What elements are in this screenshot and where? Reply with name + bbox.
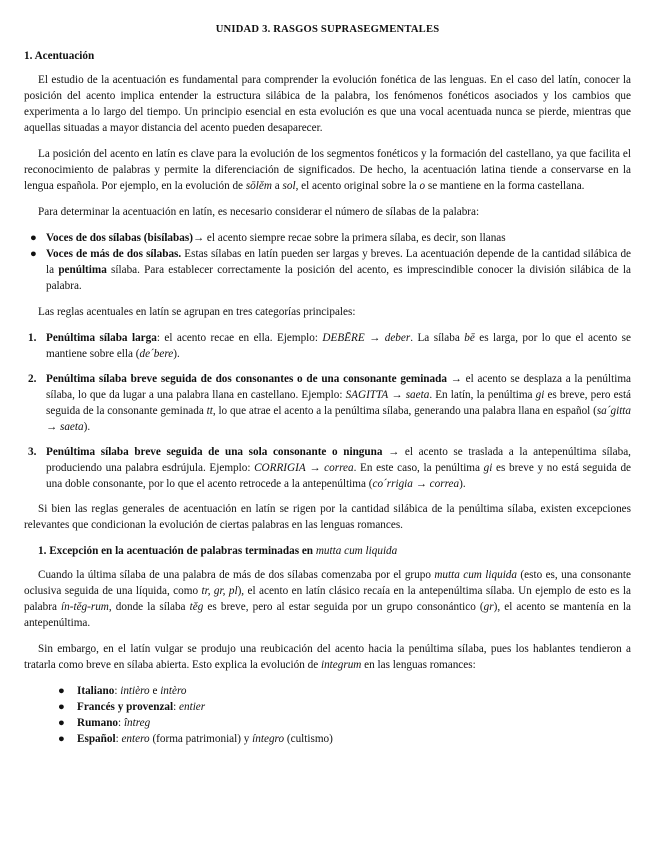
bullet-icon: ● — [30, 232, 37, 244]
section-heading-acentuacion: 1. Acentuación — [24, 50, 95, 62]
language-item-frances: ● Francés y provenzal: entier — [58, 701, 206, 713]
paragraph-excepciones: Si bien las reglas generales de acentuación en latín se rigen por la cantidad silábica de la penúltima sílaba, existen excepciones relevantes que condicionan la evolución de ciertas palabras en las lenguas romances. — [24, 503, 631, 531]
bullet-item-bisilabas: ● Voces de dos sílabas (bisílabas)→ el acento siempre recae sobre la primera sílaba, es decir, son llanas — [30, 232, 506, 244]
language-item-italiano: ● Italiano: intièro e intèro — [58, 685, 187, 697]
language-item-espanol: ● Español: entero (forma patrimonial) y íntegro (cultismo) — [58, 733, 333, 745]
bullet-icon: ● — [58, 685, 65, 697]
paragraph-mutta-cum-liquida: Cuando la última sílaba de una palabra de más de dos sílabas comenzaba por el grupo mutta cum liquida (esto es, una consonante oclusiva seguida de una líquida, como tr, gr, pl), el acento en latín clásico recaía en la antepenúltima sílaba. Un ejemplo de esto es la palabra ín-tĕg-rum, donde la sílaba tĕg es breve, pero al estar seguida por un grupo consonántico (gr), el acento se mantenía en la antepenúltima. — [24, 569, 631, 629]
rule-item-3: 3. Penúltima sílaba breve seguida de una sola consonante o ninguna → el acento se traslada a la antepenúltima sílaba, produciendo una palabra esdrújula. Ejemplo: CORRIGIA → correa. En este caso, la penúltima gi es breve y no está seguida de una doble consonante, por lo que el acento retrocede a la antepenúltima (co´rrigia → correa). — [28, 446, 632, 490]
languages-list — [24, 683, 631, 747]
bullet-icon: ● — [30, 248, 37, 260]
paragraph-intro: El estudio de la acentuación es fundamental para comprender la evolución fonética de las lenguas. En el caso del latín, conocer la posición del acento implica entender la estructura silábica de la palabra, los fenómenos fonéticos asociados y los cambios que experimenta a lo largo del tiempo. Un principio esencial en esta evolución es que una vocal acentuada nunca se pierde, mientras que aquellas situadas a mayor distancia del acento pueden desaparecer. — [24, 74, 631, 134]
paragraph-posicion-acento: La posición del acento en latín es clave para la evolución de los segmentos fonéticos y la formación del castellano, ya que facilita el reconocimiento de palabras y permite la diferenciación de significados. De hecho, la acentuación latina tiende a conservarse en la lengua española. Por ejemplo, en la evolución de sōlĕm a sol, el acento original sobre la o se mantiene en la forma castellana. — [24, 148, 631, 192]
language-item-rumano: ● Rumano: întreg — [58, 717, 151, 729]
bullet-icon: ● — [58, 701, 65, 713]
rules-list — [24, 330, 631, 492]
bullet-icon: ● — [58, 733, 65, 745]
bullet-icon: ● — [58, 717, 65, 729]
page-title: UNIDAD 3. RASGOS SUPRASEGMENTALES — [215, 24, 440, 35]
bullet-item-mas-de-dos: ● Voces de más de dos sílabas. Estas sílabas en latín pueden ser largas y breves. La acentuación depende de la cantidad silábica de la penúltima sílaba. Para establecer correctamente la posición del acento, es imprescindible conocer la división silábica de la palabra. — [30, 248, 632, 292]
rule-item-1: 1. Penúltima sílaba larga: el acento recae en ella. Ejemplo: DEBĒRE → deber. La sílaba bē es larga, por lo que el acento se mantiene sobre ella (de´bere). — [28, 332, 631, 360]
paragraph-reglas-intro: Las reglas acentuales en latín se agrupan en tres categorías principales: — [38, 306, 356, 318]
syllable-bullet-list — [24, 230, 631, 294]
rule-item-2: 2. Penúltima sílaba breve seguida de dos consonantes o de una consonante geminada → el acento se desplaza a la penúltima sílaba, lo que da lugar a una palabra llana en castellano. Ejemplo: SAGITTA → saeta. En latín, la penúltima gi es breve, pero está seguida de la consonante geminada tt, lo que atrae el acento a la penúltima sílaba, generando una palabra llana en español (sa´gitta → saeta). — [28, 373, 632, 433]
paragraph-numero-silabas: Para determinar la acentuación en latín, es necesario considerar el número de sílabas de la palabra: — [38, 206, 480, 218]
subsection-heading-mutta: 1. Excepción en la acentuación de palabras terminadas en mutta cum liquida — [38, 545, 398, 557]
paragraph-latin-vulgar: Sin embargo, en el latín vulgar se produjo una reubicación del acento hacia la penúltima sílaba, pues los hablantes tendieron a tratarla como breve en sílaba abierta. Esto explica la evolución de integrum en las lenguas romances: — [24, 643, 631, 671]
